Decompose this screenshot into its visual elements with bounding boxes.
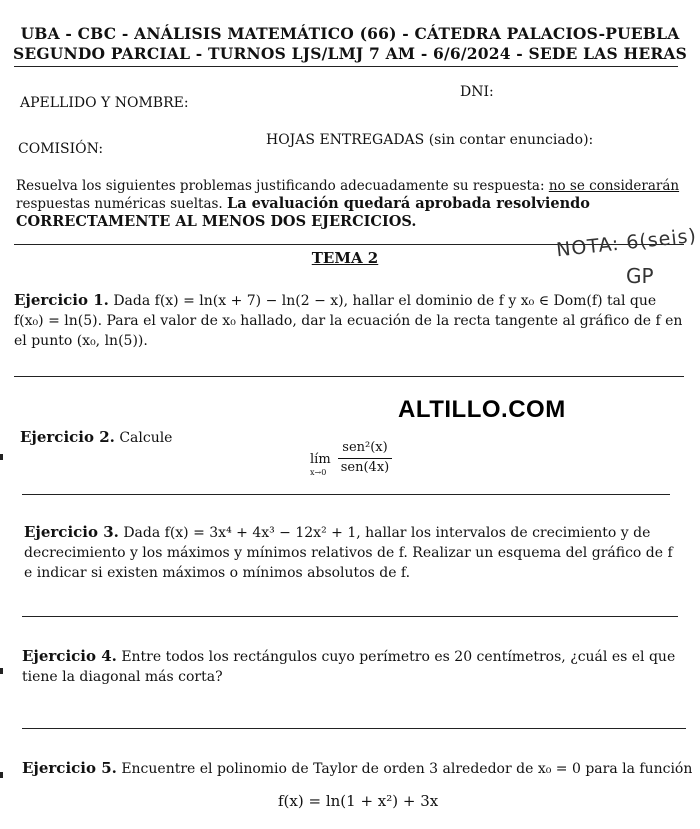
instructions-text-2: respuestas numéricas sueltas. [16, 196, 228, 212]
fraction-bar [338, 458, 392, 459]
exercise-4-divider [22, 728, 686, 729]
instructions-text-1: Resuelva los siguientes problemas justificando adecuadamente su respuesta: [16, 178, 549, 194]
limit-denominator: sen(4x) [340, 460, 390, 475]
scan-mark [0, 772, 3, 778]
grader-initials: GP [626, 264, 654, 288]
exercise-3 [24, 522, 680, 583]
header-line-1: UBA - CBC - ANÁLISIS MATEMÁTICO (66) - CÁTEDRA PALACIOS-PUEBLA [20, 24, 680, 43]
name-label: APELLIDO Y NOMBRE: [20, 95, 189, 111]
exercise-2-divider [22, 494, 670, 495]
exercise-1-label: Ejercicio 1. [14, 291, 109, 309]
header-divider [14, 66, 678, 67]
exercise-3-text: Dada f(x) = 3x⁴ + 4x³ − 12x² + 1, hallar los intervalos de crecimiento y de decrecimiento y los máximos y mínimos relativos de f. Realizar un esquema del gráfico de f e indicar si existen máximos o mínimos absolutos de f. [24, 525, 673, 581]
exercise-5 [22, 758, 692, 779]
exercise-1-text: Dada f(x) = ln(x + 7) − ln(2 − x), hallar el dominio de f y x₀ ∈ Dom(f) tal que f(x₀) = ln(5). Para el valor de x₀ hallado, dar la ecuación de la recta tangente al gráfico de f en el punto (x₀, ln(5)). [14, 293, 683, 349]
exercise-2-label: Ejercicio 2. [20, 428, 115, 446]
grade-note: NOTA: 6(seis) [555, 224, 698, 262]
scan-mark [0, 668, 3, 674]
scan-mark [0, 454, 3, 460]
exercise-3-divider [22, 616, 678, 617]
tema-title: TEMA 2 [311, 249, 379, 267]
exercise-5-formula: f(x) = ln(1 + x²) + 3x [278, 792, 439, 810]
instructions-underlined: no se considerarán [548, 178, 680, 194]
header-line-2: SEGUNDO PARCIAL - TURNOS LJS/LMJ 7 AM - 6/6/2024 - SEDE LAS HERAS [12, 44, 688, 63]
exercise-2-text: Calcule [119, 430, 173, 446]
limit-numerator: sen²(x) [342, 440, 388, 455]
exercise-4-text: Entre todos los rectángulos cuyo perímetro es 20 centímetros, ¿cuál es el que tiene la diagonal más corta? [22, 649, 676, 685]
exercise-1 [14, 290, 686, 351]
limit-operator: lím [310, 452, 331, 467]
exercise-5-label: Ejercicio 5. [22, 759, 117, 777]
sheets-label: HOJAS ENTREGADAS (sin contar enunciado): [266, 132, 594, 148]
limit-subscript: x→0 [310, 468, 327, 477]
exercise-4 [22, 646, 686, 687]
exercise-4-label: Ejercicio 4. [22, 647, 117, 665]
limit-expression [310, 438, 410, 480]
dni-label: DNI: [460, 84, 494, 100]
exercise-3-label: Ejercicio 3. [24, 523, 119, 541]
instructions-bold: La evaluación quedará aprobada resolviendo CORRECTAMENTE AL MENOS DOS EJERCICIOS. [16, 195, 590, 230]
watermark: ALTILLO.COM [398, 396, 566, 423]
commission-label: COMISIÓN: [18, 141, 104, 157]
exercise-5-text: Encuentre el polinomio de Taylor de orden 3 alrededor de x₀ = 0 para la función [121, 761, 692, 777]
exercise-1-divider [14, 376, 684, 377]
exercise-2 [20, 427, 320, 448]
instructions [16, 178, 684, 231]
